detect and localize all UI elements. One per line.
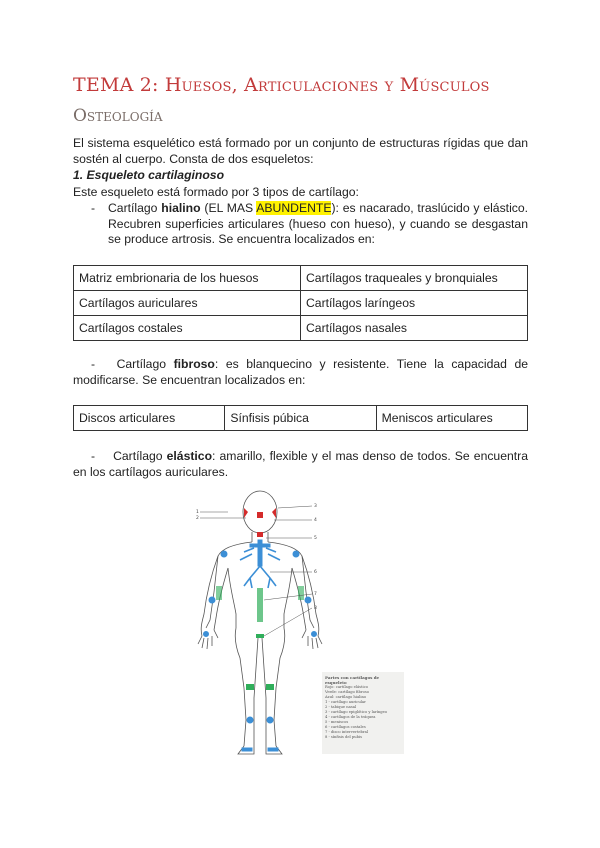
elastic-epiglottis [257,532,263,537]
elastico-bold: elástico [166,449,213,463]
figure-label: 3 [314,504,317,509]
legend-line: Verde: cartílago fibroso [325,690,369,694]
table-cell: Meniscos articulares [376,406,527,431]
legend-line: 2 - tabique nasal [325,705,357,709]
abundante-highlight: ABUNDENTE [256,201,332,215]
figure-label: 7 [314,592,317,597]
figure-legs-outer [235,628,285,746]
table-row [74,406,528,431]
elastico-pre: Cartílago [113,449,163,463]
table-cell: Cartílagos laríngeos [301,291,528,316]
figure-label: 1 [196,510,199,515]
elastic-ear-left [244,508,248,518]
legend-line: 4 - cartílagos de la tráquea [325,715,376,719]
page-title: TEMA 2: Huesos, Articulaciones y Músculos [73,74,490,96]
list-dash: - [91,201,96,215]
hyaline-wrist-right [312,632,317,637]
hialino-pre: Cartílago [108,201,158,215]
section-heading: 1. Esqueleto cartilaginoso [73,168,225,182]
figure-label: 6 [314,570,317,575]
section-title: Osteología [73,106,163,126]
elastic-nose [257,512,263,518]
legend-line: 7 - disco intervertebral [325,730,369,734]
legend-line: 1 - cartílago auricular [325,700,366,704]
table-row [74,291,528,316]
elastic-ear-right [272,508,276,518]
elastico-paragraph [73,449,528,480]
fibrous-menisci-left [246,684,254,690]
hyaline-foot-left [242,748,252,751]
legend-line: 3 - cartílago epiglótico y laríngeo [325,710,388,714]
hialino-locations-table [73,265,528,341]
table-cell: Cartílagos traqueales y bronquiales [301,266,528,291]
figure-legend [322,672,404,754]
figure-label: 8 [314,606,317,611]
table-cell: Matriz embrionaria de los huesos [74,266,301,291]
hyaline-foot-right [268,748,278,751]
hialino-paren: (EL MAS [204,201,254,215]
fibrous-menisci-right [266,684,274,690]
types-intro: Este esqueleto está formado por 3 tipos de cartílago: [73,185,359,199]
hyaline-shoulder-right [293,551,299,557]
table-cell: Cartílagos nasales [301,316,528,341]
table-row [74,266,528,291]
fibrous-pubic-symphysis [256,634,264,638]
legend-title: Partes con cartílagos de esqueleto [325,675,380,685]
legend-line: Azul: cartílago hialino [325,695,367,699]
fibrous-intervertebral [257,588,263,622]
elastico-post: : amarillo, flexible y el mas denso de todos. Se encuentra en los cartílagos auriculares. [73,449,528,479]
table-cell: Cartílagos auriculares [74,291,301,316]
fibroso-paragraph [73,357,528,388]
figure-label: 4 [314,518,317,523]
fibrous-arm-left [216,586,222,600]
leader-line [278,506,312,508]
hyaline-ankle-left [247,717,253,723]
list-dash: - [91,449,96,463]
hyaline-shoulder-left [221,551,227,557]
hialino-bold: hialino [161,201,201,215]
hyaline-clavicle [250,544,270,547]
hialino-paragraph [108,201,528,248]
hyaline-ankle-right [267,717,273,723]
hialino-post: ): es nacarado, traslúcido y elástico. Recubren superficies articulares (hueso con hueso), y cuando se desgastan se produce artrosis. Se encuentra localizados en: [108,201,529,246]
table-cell: Cartílagos costales [74,316,301,341]
legend-line: 8 - sínfisis del pubis [325,735,363,739]
legend-line: 6 - cartílagos costales [325,725,366,729]
table-cell: Sínfisis púbica [225,406,376,431]
hyaline-elbow-left [209,597,215,603]
figure-label: 5 [314,536,317,541]
fibroso-pre: Cartílago [116,357,167,371]
fibroso-post: : es blanquecino y resistente. Tiene la capacidad de modificarse. Se encuentran localizados en: [73,357,529,387]
list-dash: - [91,357,96,371]
table-row [74,316,528,341]
figure-legs-inner [254,638,266,746]
hyaline-elbow-right [305,597,311,603]
hyaline-wrist-left [204,632,209,637]
intro-paragraph: El sistema esquelético está formado por un conjunto de estructuras rígidas que dan sostén al cuerpo. Consta de dos esqueletos: [73,136,528,166]
table-cell: Discos articulares [74,406,225,431]
fibrous-arm-right [298,586,304,600]
figure-label: 2 [196,516,199,521]
figure-left-arm [201,556,228,636]
legend-line: Rojo: cartílago elástico [325,685,368,689]
fibroso-bold: fibroso [173,357,215,371]
legend-line: 5 - meniscos [325,720,349,724]
fibroso-locations-table [73,405,528,431]
